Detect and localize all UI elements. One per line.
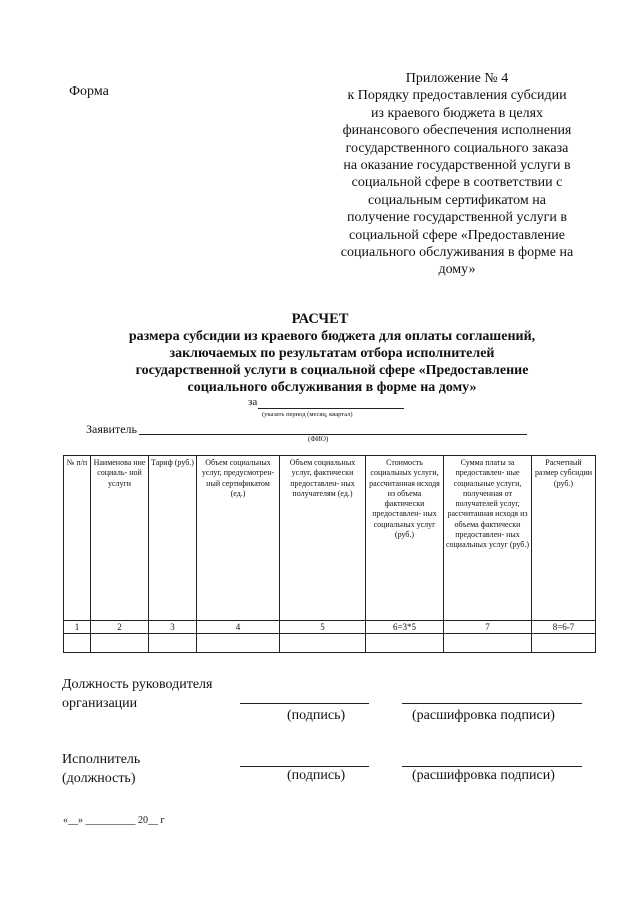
table-header-cell: Тариф (руб.) [149, 456, 197, 621]
period-input-line[interactable] [258, 408, 404, 409]
table-cell[interactable] [280, 634, 366, 653]
table-cell[interactable] [197, 634, 280, 653]
table-column-number: 4 [197, 621, 280, 634]
table-cell[interactable] [366, 634, 444, 653]
table-header-cell: Расчетный размер субсидии (руб.) [532, 456, 596, 621]
table-header-cell: Объем социальных услуг, предусмотрен- ный сертификатом (ед.) [197, 456, 280, 621]
head-decoding-caption: (расшифровка подписи) [412, 708, 555, 723]
table-cell[interactable] [532, 634, 596, 653]
appendix-heading [326, 70, 588, 279]
appendix-line: дому» [438, 262, 476, 278]
table-column-number: 1 [64, 621, 91, 634]
executor-line: Исполнитель [62, 752, 141, 767]
subtitle-line: государственной услуги в социальной сфере «Предоставление [135, 363, 529, 378]
head-signature-line[interactable] [240, 703, 369, 704]
executor-signature-line[interactable] [240, 766, 369, 767]
executor-label [62, 750, 140, 788]
executor-decoding-line[interactable] [402, 766, 582, 767]
appendix-line: Приложение № 4 [405, 71, 509, 86]
head-decoding-line[interactable] [402, 703, 582, 704]
table-column-number: 8=6-7 [532, 621, 596, 634]
table-header-cell: № п/п [64, 456, 91, 621]
table-header-cell: Стоимость социальных услуги, рассчитанная исходя из объема фактически предоставлен- ных социальных услуг (руб.) [366, 456, 444, 621]
table-column-number: 3 [149, 621, 197, 634]
table-row [64, 634, 596, 653]
table-cell[interactable] [149, 634, 197, 653]
subtitle-line: заключаемых по результатам отбора исполнителей [169, 346, 495, 361]
head-signature-caption: (подпись) [287, 708, 346, 723]
executor-line: (должность) [62, 771, 136, 786]
executor-decoding-caption: (расшифровка подписи) [412, 768, 555, 783]
applicant-hint: (ФИО) [308, 435, 329, 443]
position-label [62, 675, 212, 713]
period-hint: (указать период (месяц, квартал) [262, 411, 353, 418]
table-header-row [64, 456, 596, 621]
period-label: за [248, 396, 258, 408]
table-column-number: 7 [444, 621, 532, 634]
table-cell[interactable] [444, 634, 532, 653]
table-cell[interactable] [91, 634, 149, 653]
applicant-label: Заявитель [86, 422, 137, 436]
subtitle-line: социального обслуживания в форме на дому» [187, 380, 477, 395]
document-subtitle [94, 328, 570, 396]
table-number-row [64, 621, 596, 634]
table-column-number: 6=3*5 [366, 621, 444, 634]
appendix-line: финансового обеспечения исполнения [342, 123, 572, 139]
table-cell[interactable] [64, 634, 91, 653]
appendix-line: государственного социального заказа [345, 140, 569, 156]
position-line: организации [62, 696, 138, 711]
calculation-table [63, 455, 596, 653]
table-header-cell: Наименова ние социаль- ной услуги [91, 456, 149, 621]
appendix-line: из краевого бюджета в целях [370, 105, 544, 121]
executor-signature-caption: (подпись) [287, 768, 346, 783]
table-header-cell: Сумма платы за предоставлен- ные социальные услуги, полученная от получателей услуг, рассчитанная исходя из объема фактически предоставлен- ных социальных услуг (руб.) [444, 456, 532, 621]
table-column-number: 5 [280, 621, 366, 634]
form-label: Форма [69, 84, 109, 99]
document-title: РАСЧЕТ [291, 311, 349, 327]
appendix-line: социальным сертификатом на [368, 192, 546, 208]
appendix-line: социальной сфере «Предоставление [349, 227, 565, 243]
subtitle-line: размера субсидии из краевого бюджета для оплаты соглашений, [128, 329, 536, 344]
table-column-number: 2 [91, 621, 149, 634]
date-line: «__» __________ 20__ г [63, 815, 165, 826]
appendix-line: на оказание государственной услуги в [343, 158, 571, 174]
table-header-cell: Объем социальных услуг, фактически предоставлен- ных получателям (ед.) [280, 456, 366, 621]
appendix-line: к Порядку предоставления субсидии [347, 88, 567, 104]
appendix-line: социальной сфере в соответствии с [351, 175, 563, 191]
applicant-input-line[interactable] [139, 434, 527, 435]
appendix-line: получение государственной услуги в [346, 210, 568, 226]
position-line: Должность руководителя [62, 677, 213, 692]
appendix-line: социального обслуживания в форме на [340, 245, 574, 261]
